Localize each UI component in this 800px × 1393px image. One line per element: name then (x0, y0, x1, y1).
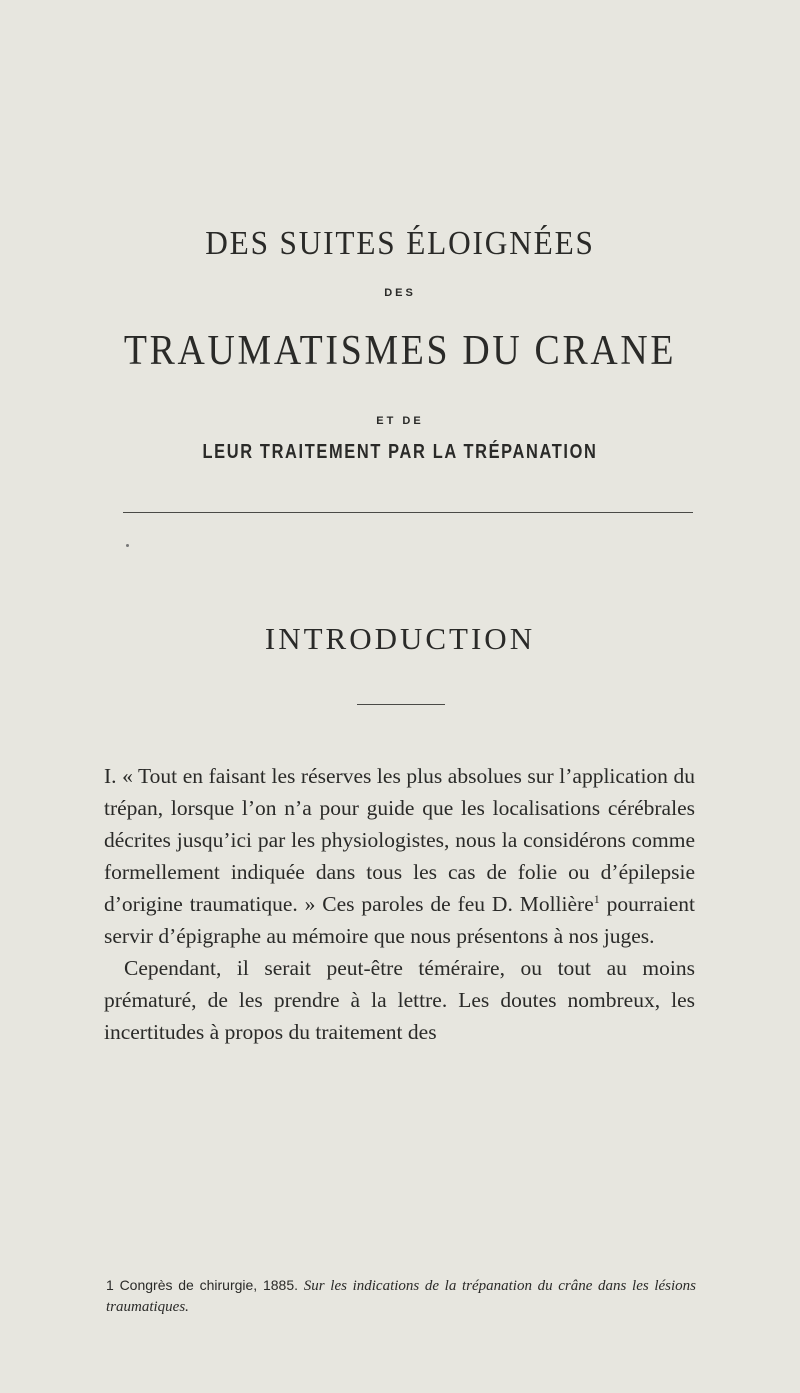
footnote (106, 1275, 696, 1317)
title-line-2: TRAUMATISMES DU CRANE (123, 328, 677, 374)
paragraph-1-text: I. « Tout en faisant les réserves les plus absolues sur l’application du trépan, lorsque l’on n’a pour guide que les localisations cérébrales décrites jusqu’ici par les physiologistes, nous la considérons comme formellement indiquée dans tous les cas de folie ou d’épilepsie d’origine traumatique. » Ces paroles de feu D. Mollière (104, 764, 695, 916)
title-line-1: DES SUITES ÉLOIGNÉES (205, 225, 595, 262)
footnote-italic-title: Sur les indications de la trépanation du crâne dans les lésions traumatiques. (106, 1278, 696, 1315)
paragraph-1 (104, 760, 695, 952)
footnote-text: Congrès de chirurgie, 1885. (113, 1277, 304, 1293)
section-heading: INTRODUCTION (264, 621, 536, 656)
short-divider-rule (357, 704, 445, 705)
paragraph-1-continuation: pourraient servir d’épigraphe au mémoire que nous présentons à nos juges. (104, 892, 695, 948)
title-connector-et-de: ET DE (376, 415, 424, 427)
title-connector-des: DES (384, 287, 416, 299)
paragraph-2: Cependant, il serait peut-être téméraire, ou tout au moins prématuré, de les prendre à la lettre. Les doutes nombreux, les incertitudes à propos du traitement des (104, 956, 695, 1044)
print-speck (126, 544, 129, 547)
title-line-3: LEUR TRAITEMENT PAR LA TRÉPANATION (202, 441, 598, 463)
body-text (104, 760, 695, 1048)
footnote-number: 1 (106, 1277, 114, 1293)
divider-rule (123, 512, 693, 513)
footnote-reference: 1 (593, 891, 600, 906)
